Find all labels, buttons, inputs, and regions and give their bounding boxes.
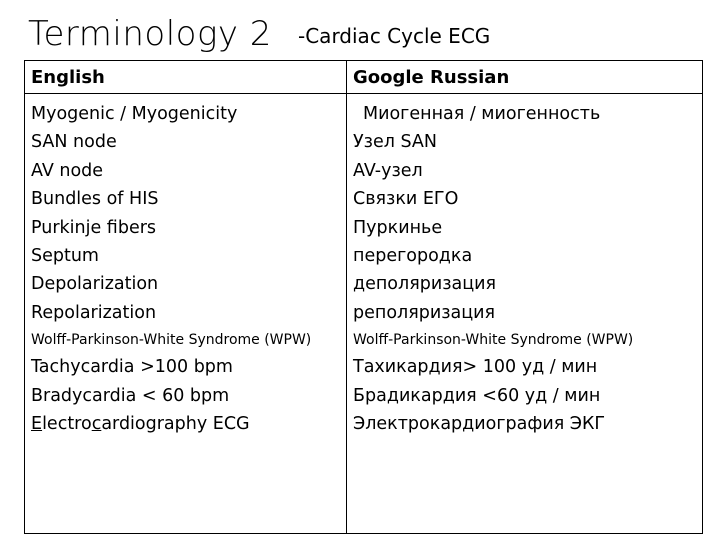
slide-subtitle: -Cardiac Cycle ECG [298,24,491,48]
header-english: English [25,61,347,94]
term-en-last [31,410,342,438]
term-ru: перегородка [353,246,473,267]
russian-column [347,94,703,534]
term-en: Myogenic / Myogenicity [31,104,238,124]
term-en: Purkinje fibers [31,217,157,238]
term-ru: Тахикардия> 100 уд / мин [353,357,598,378]
term-en: Tachycardia >100 bpm [31,357,233,378]
term-en-fragment: ardiography ECG [101,414,250,435]
term-en: Bradycardia < 60 bpm [31,385,230,406]
term-en: AV node [31,160,104,181]
term-ru: Миогенная / миогенность [363,104,601,124]
english-column [25,94,347,534]
term-en: Wolff-Parkinson-White Syndrome (WPW) [31,332,312,349]
term-en: Septum [31,246,99,267]
term-en-fragment: lectro [42,414,92,435]
term-en: Bundles of HIS [31,189,159,210]
table-header-row [25,61,703,94]
term-ru: Связки ЕГО [353,189,459,210]
slide-title: Terminology 2 [28,14,272,54]
term-en: Repolarization [31,302,157,323]
term-ru: Пуркинье [353,217,443,238]
term-ru: реполяризация [353,302,496,323]
term-ru: Электрокардиография ЭКГ [353,414,606,435]
term-en: Depolarization [31,274,159,295]
term-en: SAN node [31,132,117,153]
term-ru: AV-узел [353,160,423,181]
header-russian: Google Russian [347,61,703,94]
term-ru: Брадикардия <60 уд / мин [353,385,601,406]
term-ru: Узел SAN [353,132,437,153]
term-ru: деполяризация [353,274,497,295]
term-ru: Wolff-Parkinson-White Syndrome (WPW) [353,332,634,349]
underlined-letter: c [91,414,102,435]
underlined-letter: E [31,414,43,435]
terminology-table [24,60,703,534]
table-row [25,94,703,534]
